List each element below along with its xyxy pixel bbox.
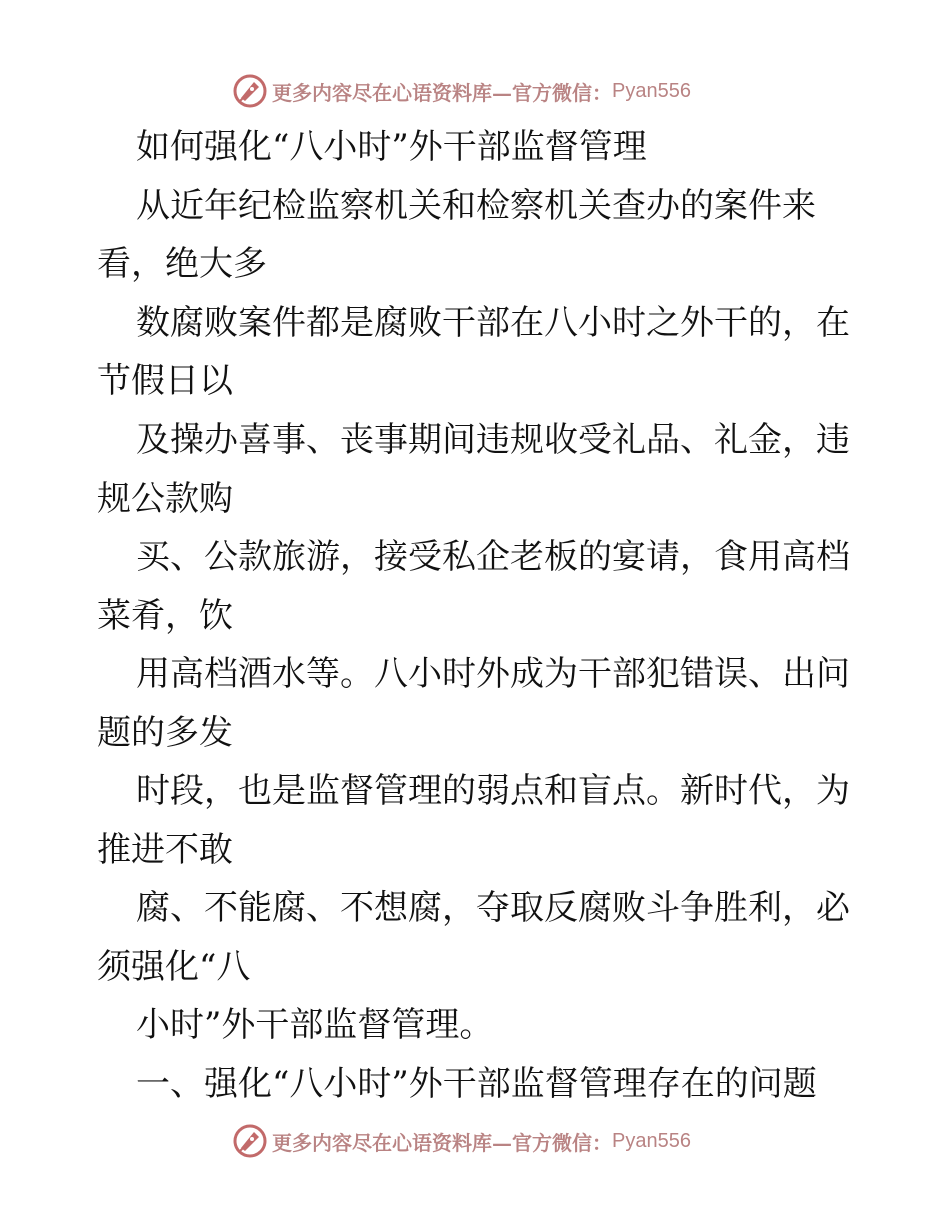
banner-text: 更多内容尽在心语资料库—官方微信： [272,80,612,105]
paragraph-line: 从近年纪检监察机关和检察机关查办的案件来 [136,186,816,226]
paragraph-line: 小时”外干部监督管理。 [136,1005,494,1045]
paragraph-line: 推进不敢 [97,830,233,870]
paragraph-line: 题的多发 [97,713,233,753]
section-heading: 一、强化“八小时”外干部监督管理存在的问题 [136,1064,817,1104]
paragraph-line: 规公款购 [97,479,233,519]
paragraph-line: 菜肴，饮 [97,596,233,636]
paragraph-line: 节假日以 [97,361,233,401]
banner-wechat-id: Pyan556 [612,79,691,102]
paragraph-line: 数腐败案件都是腐败干部在八小时之外干的，在 [136,303,850,343]
paragraph-line: 及操办喜事、丧事期间违规收受礼品、礼金，违 [136,420,850,460]
header-banner[interactable] [232,71,691,111]
paragraph-line: 用高档酒水等。八小时外成为干部犯错误、出问 [136,654,850,694]
paragraph-line: 买、公款旅游，接受私企老板的宴请，食用高档 [136,537,850,577]
footer-banner[interactable] [232,1121,691,1161]
banner-wechat-id: Pyan556 [612,1129,691,1152]
pen-nib-logo-icon [232,1123,268,1159]
document-title: 如何强化“八小时”外干部监督管理 [136,127,647,167]
paragraph-line: 须强化“八 [97,947,251,987]
paragraph-line: 腐、不能腐、不想腐，夺取反腐败斗争胜利，必 [136,888,850,928]
paragraph-line: 看，绝大多 [97,244,267,284]
pen-nib-logo-icon [232,73,268,109]
paragraph-line: 时段，也是监督管理的弱点和盲点。新时代，为 [136,771,850,811]
banner-text: 更多内容尽在心语资料库—官方微信： [272,1130,612,1155]
